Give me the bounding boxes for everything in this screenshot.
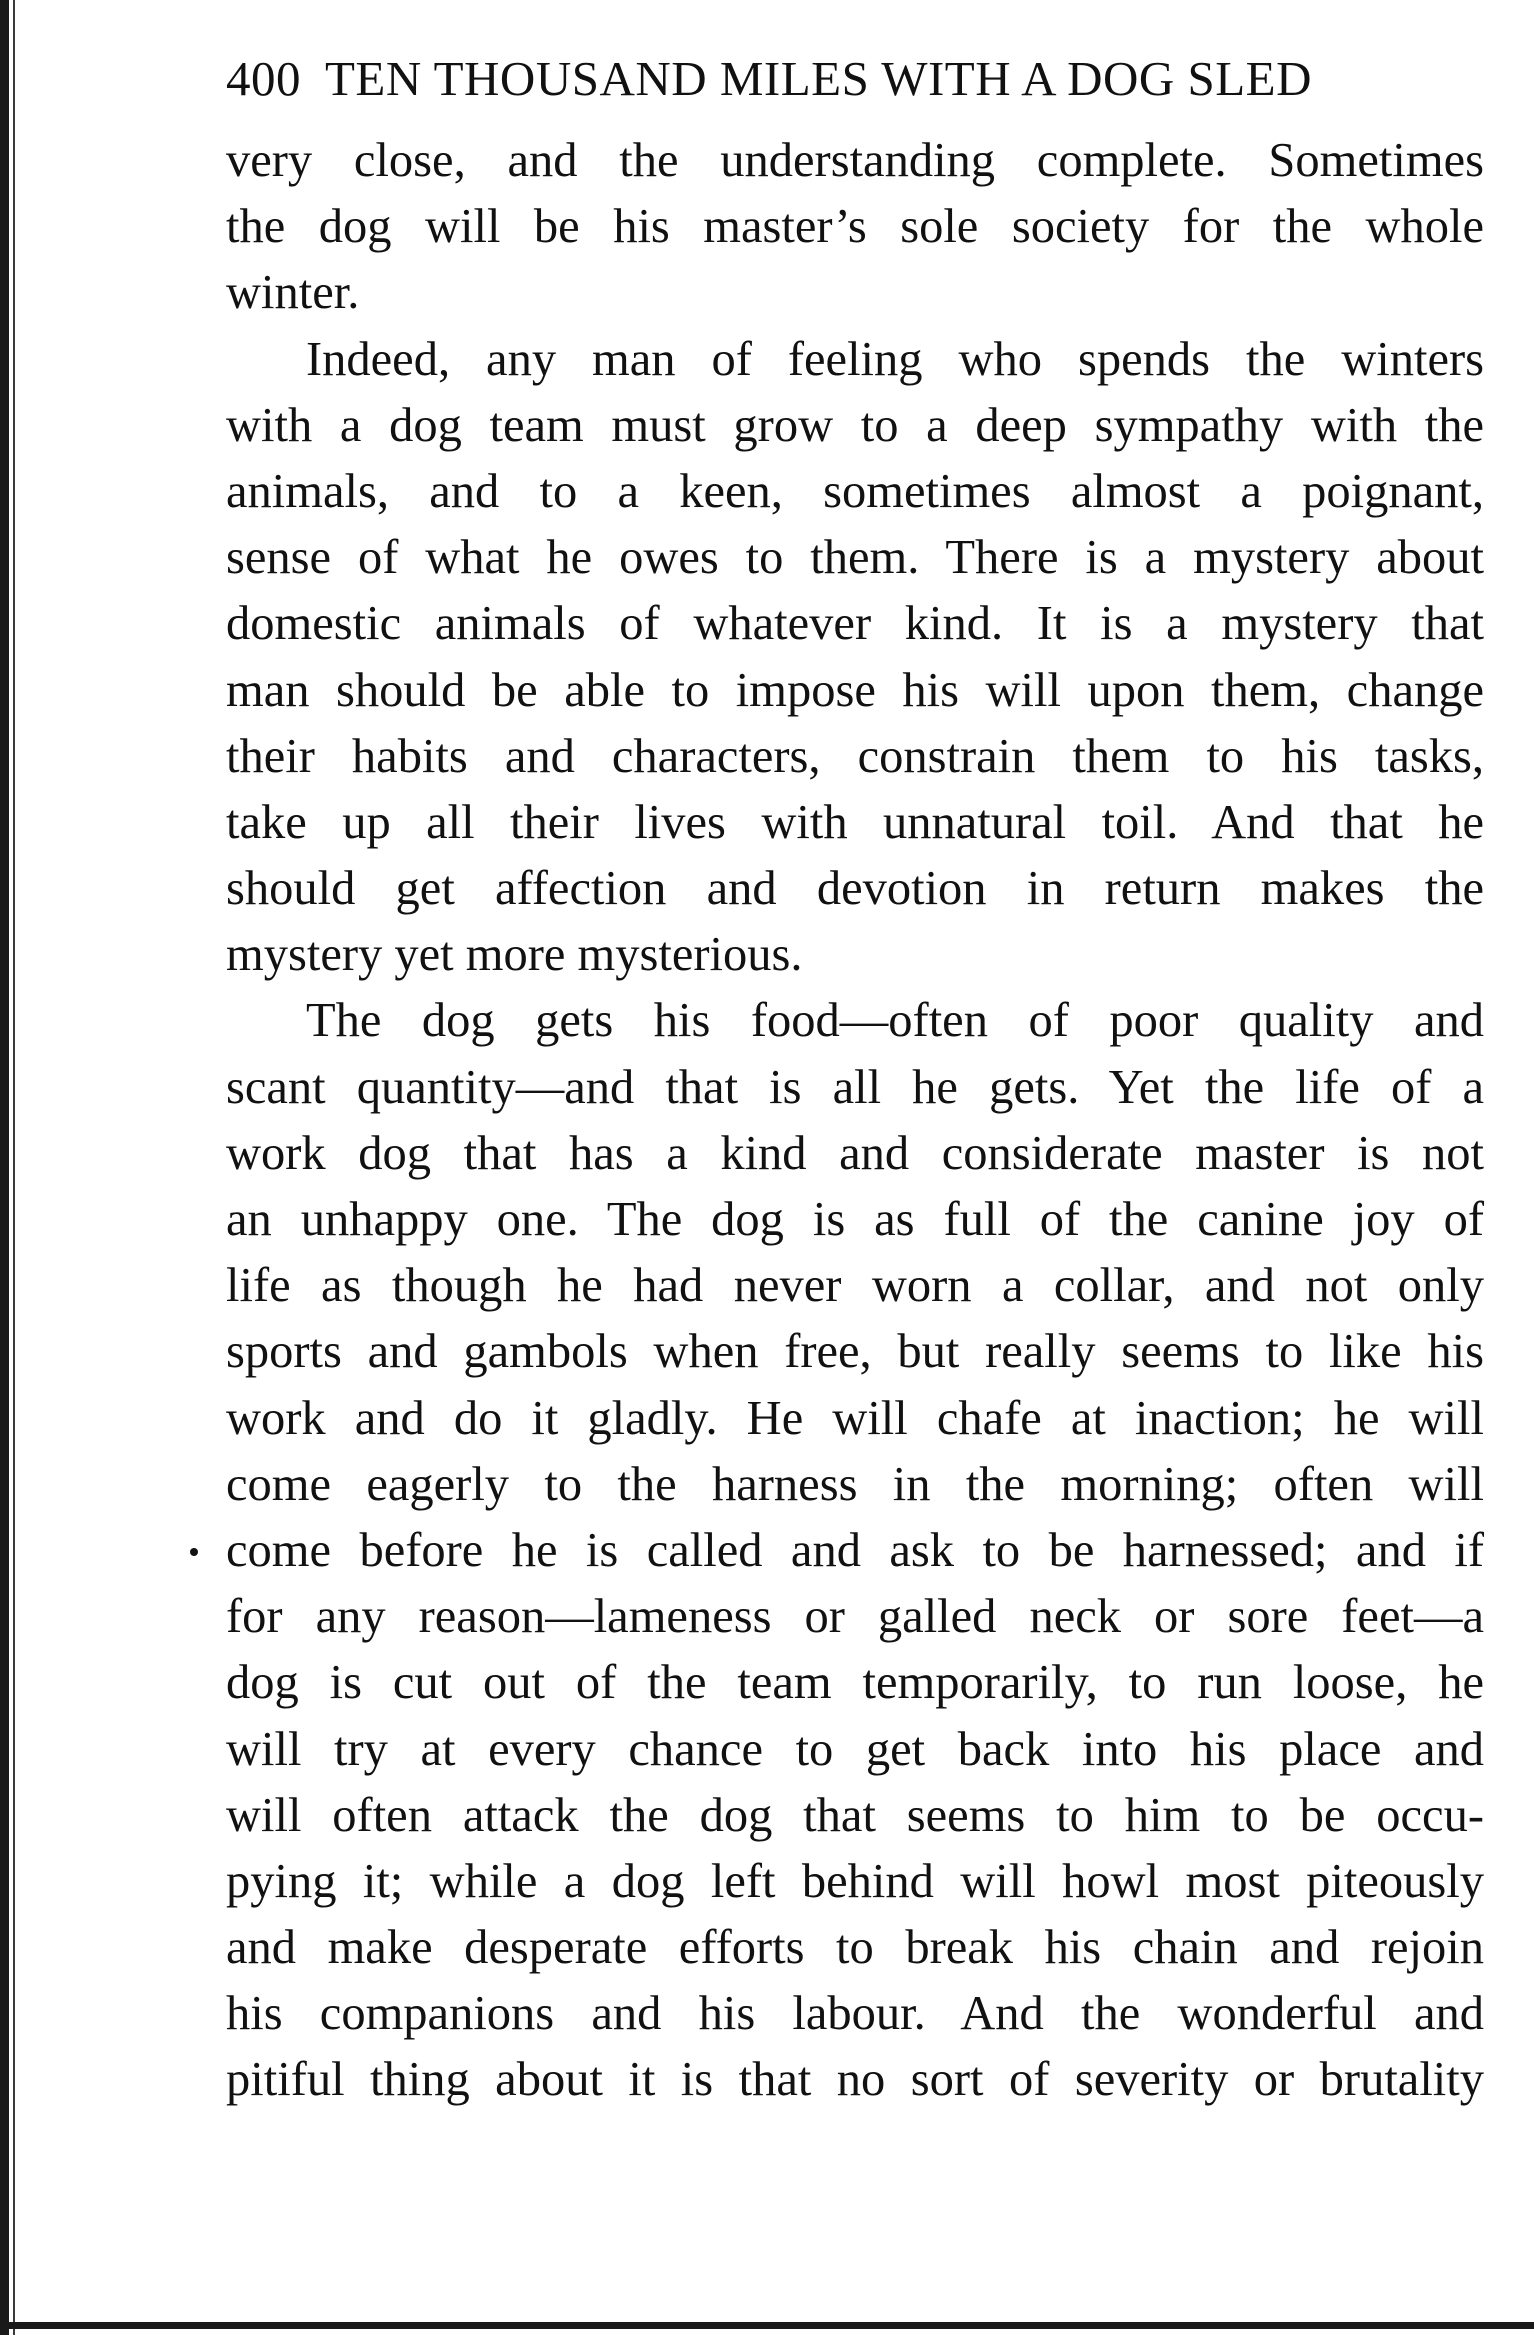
text-line: scant quantity—and that is all he gets. Yet the life of a: [226, 1060, 1484, 1114]
running-head: [226, 48, 1484, 128]
text-line: dog is cut out of the team temporarily, to run loose, he: [226, 1656, 1484, 1710]
text-line: their habits and characters, constrain them to his tasks,: [226, 729, 1484, 783]
text-line: come eagerly to the harness in the morning; often will: [226, 1457, 1484, 1511]
text-line: work and do it gladly. He will chafe at inaction; he will: [226, 1391, 1484, 1445]
text-line: and make desperate efforts to break his chain and rejoin: [226, 1921, 1484, 1975]
text-line: his companions and his labour. And the wonderful and: [226, 1987, 1484, 2041]
text-line: work dog that has a kind and considerate master is not: [226, 1126, 1484, 1180]
text-line: man should be able to impose his will upon them, change: [226, 663, 1484, 717]
text-line: life as though he had never worn a collar, and not only: [226, 1259, 1484, 1313]
text-line: should get affection and devotion in return makes the: [226, 862, 1484, 916]
text-line: take up all their lives with unnatural toil. And that he: [226, 795, 1484, 849]
text-line: sense of what he owes to them. There is a mystery about: [226, 531, 1484, 585]
text-line: will try at every chance to get back into his place and: [226, 1722, 1484, 1776]
margin-dot-mark: [190, 1548, 198, 1556]
text-line: sports and gambols when free, but really seems to like his: [226, 1325, 1484, 1379]
left-border-rule: [0, 0, 9, 2335]
text-line: the dog will be his master’s sole society for the whole: [226, 200, 1484, 254]
text-line: with a dog team must grow to a deep sympathy with the: [226, 398, 1484, 452]
text-line: very close, and the understanding complete. Sometimes: [226, 134, 1484, 187]
text-line: pitiful thing about it is that no sort of severity or brutality: [226, 2053, 1484, 2107]
text-line: come before he is called and ask to be harnessed; and if: [226, 1523, 1484, 1577]
text-line: will often attack the dog that seems to him to be occu-: [226, 1788, 1484, 1842]
page-number: 400: [226, 51, 301, 106]
text-line: pying it; while a dog left behind will howl most piteously: [226, 1854, 1484, 1908]
text-line: animals, and to a keen, sometimes almost a poignant,: [226, 464, 1484, 518]
text-line: Indeed, any man of feeling who spends the winters: [306, 332, 1484, 386]
left-border-inner-rule: [13, 0, 15, 2335]
bottom-border-rule: [0, 2322, 1534, 2329]
text-line: an unhappy one. The dog is as full of the canine joy of: [226, 1193, 1484, 1246]
body-text: [226, 128, 1484, 2114]
text-line: winter.: [226, 266, 360, 320]
text-line: domestic animals of whatever kind. It is a mystery that: [226, 597, 1484, 651]
text-line: The dog gets his food—often of poor quality and: [306, 994, 1484, 1048]
book-page: [226, 48, 1484, 2114]
text-line: for any reason—lameness or galled neck or sore feet—a: [226, 1590, 1484, 1644]
running-title: TEN THOUSAND MILES WITH A DOG SLED: [325, 51, 1312, 106]
text-line: mystery yet more mysterious.: [226, 928, 803, 982]
